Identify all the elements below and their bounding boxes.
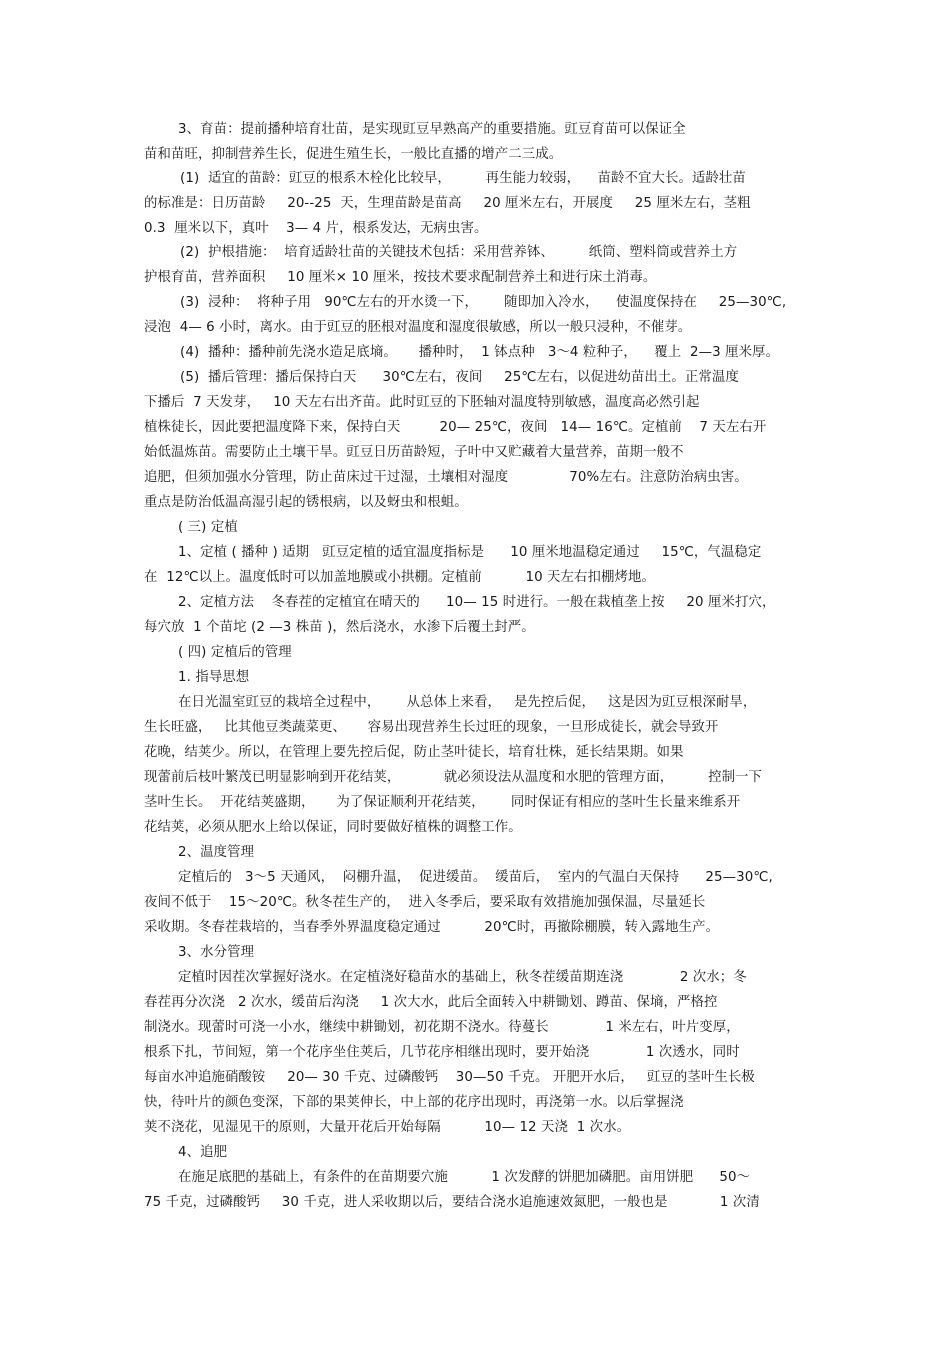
section-heading: ( 三) 定植 — [178, 520, 238, 535]
subsection-heading: 1. 指导思想 — [178, 670, 250, 685]
text-line: 在施足底肥的基础上，有条件的在苗期要穴施 1 次发酵的饼肥加磷肥。亩用饼肥 50～ — [178, 1170, 751, 1185]
text-line: 苗和苗旺，抑制营养生长，促进生殖生长，一般比直播的增产二三成。 — [144, 147, 563, 162]
text-line: 快，待叶片的颜色变深，下部的果荚伸长，中上部的花序出现时，再浇第一水。以后掌握浇 — [144, 1095, 684, 1110]
text-line: 每穴放 1 个苗坨 (2 —3 株苗 )，然后浇水，水渗下后覆土封严。 — [144, 620, 535, 635]
text-line: 花结荚，必须从肥水上给以保证，同时要做好植株的调整工作。 — [144, 820, 522, 835]
text-line: 3、育苗：提前播种培育壮苗，是实现豇豆早熟高产的重要措施。豇豆育苗可以保证全 — [178, 122, 686, 137]
text-line: 2、定植方法 冬春茬的定植宜在晴天的 10— 15 时进行。一般在栽植垄上按 20 厘米打穴， — [178, 595, 776, 610]
text-line: 下播后 7 天发芽， 10 天左右出齐苗。此时豇豆的下胚轴对温度特别敏感，温度高必然引起 — [144, 395, 700, 410]
text-line: 定植后的 3～5 天通风， 闷棚升温， 促进缓苗。 缓苗后， 室内的气温白天保持 25—30℃, — [178, 870, 773, 885]
text-line: 春茬再分次浇 2 次水，缓苗后沟浇 1 次大水，此后全面转入中耕锄划、蹲苗、保墒，严格控 — [144, 995, 718, 1010]
text-line: (2) 护根措施： 培育适龄壮苗的关键技术包括：采用营养钵、 纸筒、塑料筒或营养土方 — [180, 245, 738, 260]
text-line: 浸泡 4— 6 小时，离水。由于豇豆的胚根对温度和湿度很敏感，所以一般只浸种，不催芽。 — [144, 320, 692, 335]
text-line: 每亩水冲追施硝酸铵 20— 30 千克、过磷酸钙 30—50 千克。 开肥开水后， 豇豆的茎叶生长极 — [144, 1070, 755, 1085]
subsection-heading: 3、水分管理 — [178, 945, 255, 960]
text-line: 植株徒长，因此要把温度降下来，保持白天 20— 25℃，夜间 14— 16℃。定植前 7 天左右开 — [144, 420, 767, 435]
text-line: (3) 浸种： 将种子用 90℃左右的开水烫一下， 随即加入冷水， 使温度保持在 25—30℃, — [180, 295, 787, 310]
text-line: 茎叶生长。 开花结荚盛期， 为了保证顺利开花结荚， 同时保证有相应的茎叶生长量来维系开 — [144, 795, 741, 810]
text-line: 1、定植 ( 播种 ) 适期 豇豆定植的适宜温度指标是 10 厘米地温稳定通过 15℃，气温稳定 — [178, 545, 762, 560]
text-line: 采收期。冬春茬栽培的，当春季外界温度稳定通过 20℃时，再撤除棚膜，转入露地生产。 — [144, 920, 720, 935]
section-heading: ( 四) 定植后的管理 — [178, 645, 292, 660]
text-line: 在 12℃以上。温度低时可以加盖地膜或小拱棚。定植前 10 天左右扣棚烤地。 — [144, 570, 655, 585]
text-line: 荚不浇花，见湿见干的原则，大量开花后开始每隔 10— 12 天浇 1 次水。 — [144, 1120, 631, 1135]
text-line: (5) 播后管理：播后保持白天 30℃左右，夜间 25℃左右，以促进幼苗出土。正常温度 — [180, 370, 739, 385]
text-line: (1) 适宜的苗龄：豇豆的根系木栓化比较早， 再生能力较弱， 苗龄不宜大长。适龄壮苗 — [180, 171, 746, 186]
text-line: 在日光温室豇豆的栽培全过程中， 从总体上来看， 是先控后促， 这是因为豇豆根深耐旱， — [178, 695, 757, 710]
text-line: 追肥，但须加强水分管理，防止苗床过干过湿，土壤相对湿度 70%左右。注意防治病虫害。 — [144, 470, 748, 485]
text-line: 始低温炼苗。需要防止土壤干旱。豇豆日历苗龄短，子叶中又贮藏着大量营养，苗期一般不 — [144, 445, 684, 460]
text-line: 夜间不低于 15～20℃。秋冬茬生产的， 进入冬季后，要采取有效措施加强保温，尽量延长 — [144, 895, 706, 910]
text-line: 生长旺盛， 比其他豆类蔬菜更、 容易出现营养生长过旺的现象，一旦形成徒长，就会导致开 — [144, 720, 719, 735]
text-line: 护根育苗，营养面积 10 厘米× 10 厘米，按技术要求配制营养土和进行床土消毒。 — [144, 270, 657, 285]
text-line: (4) 播种：播种前先浇水造足底墒。 播种时， 1 钵点种 3～4 粒种子， 覆上 2—3 厘米厚。 — [180, 345, 780, 360]
text-line: 现蕾前后枝叶繁茂已明显影响到开花结荚， 就必须设法从温度和水肥的管理方面， 控制一下 — [144, 770, 763, 785]
text-line: 75 千克，过磷酸钙 30 千克，进人采收期以后，要结合浇水追施速效氮肥，一般也是 1 次清 — [144, 1195, 760, 1210]
text-line: 制浇水。现蕾时可浇一小水，继续中耕锄划，初花期不浇水。待蔓长 1 米左右，叶片变厚， — [144, 1020, 740, 1035]
text-line: 的标准是：日历苗龄 20--25 天，生理苗龄是苗高 20 厘米左右，开展度 25 厘米左右，茎粗 — [144, 196, 751, 211]
text-line: 花晚，结荚少。所以，在管理上要先控后促，防止茎叶徒长，培育壮株，延长结果期。如果 — [144, 745, 684, 760]
subsection-heading: 2、温度管理 — [178, 845, 255, 860]
text-line: 0.3 厘米以下，真叶 3— 4 片，根系发达，无病虫害。 — [144, 221, 488, 236]
text-line: 根系下扎，节间短，第一个花序坐住荚后，几节花序相继出现时，要开始浇 1 次透水，同时 — [144, 1045, 740, 1060]
text-line: 重点是防治低温高湿引起的锈根病，以及蚜虫和根蛆。 — [144, 495, 468, 510]
subsection-heading: 4、追肥 — [178, 1145, 228, 1160]
text-line: 定植时因茬次掌握好浇水。在定植浇好稳苗水的基础上，秋冬茬缓苗期连浇 2 次水；冬 — [178, 970, 747, 985]
